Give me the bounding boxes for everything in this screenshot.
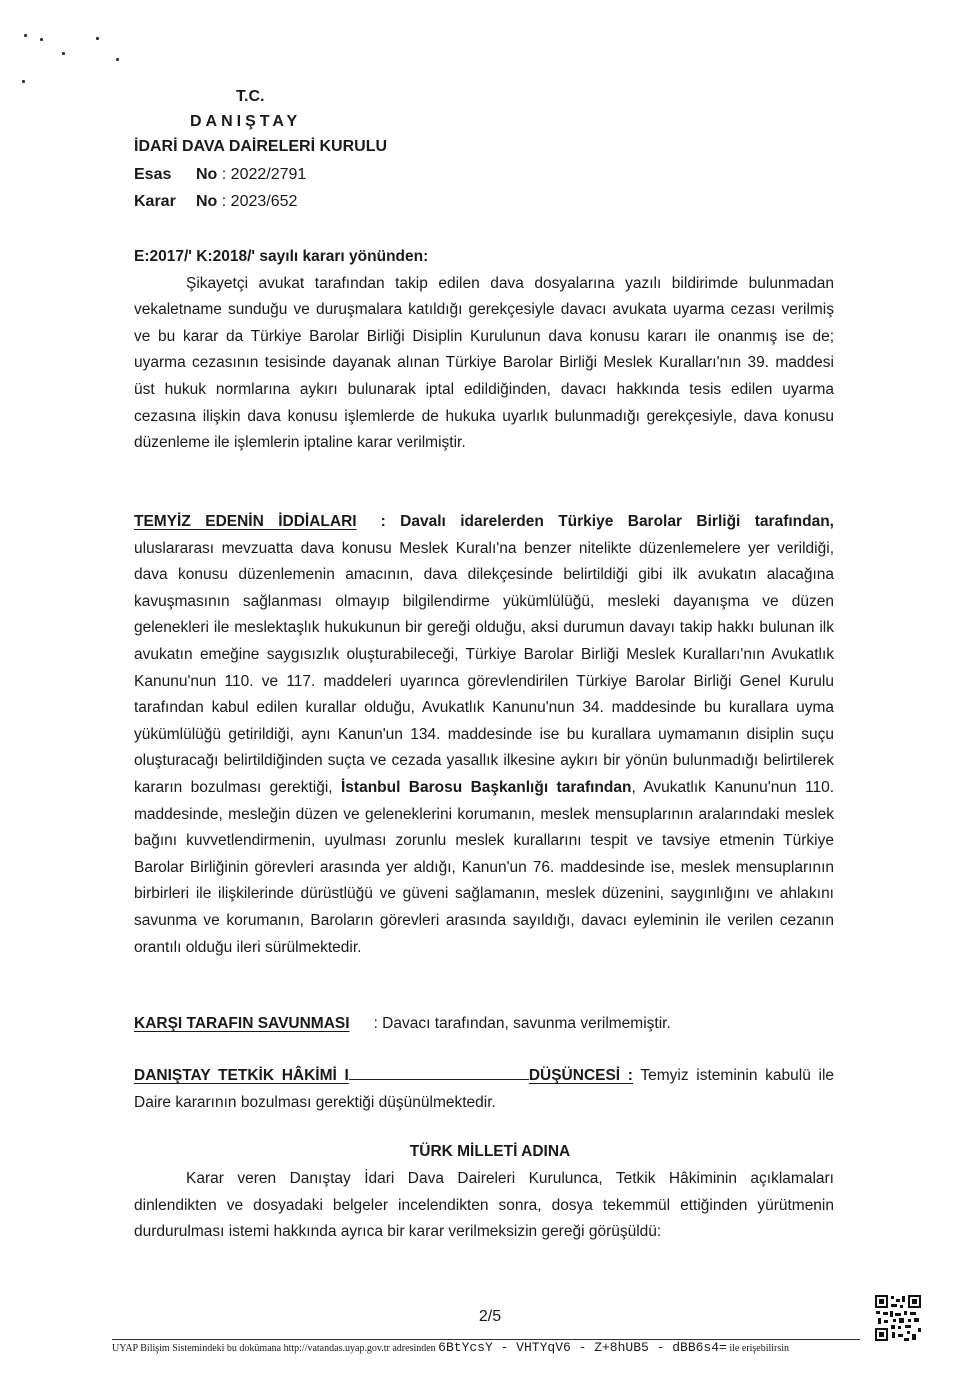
page-number: 2/5 <box>478 1308 502 1325</box>
milleti-adina-section <box>134 1166 834 1246</box>
board-heading: İDARİ DAVA DAİRELERİ KURULU <box>134 138 388 155</box>
karsi-taraf-section <box>134 1011 834 1038</box>
ek-karar-text-block <box>134 271 834 457</box>
footer-suffix: ile erişebilirsin <box>729 1343 790 1354</box>
karar-no-label: No <box>196 193 218 210</box>
karsi-heading: KARŞI TARAFIN SAVUNMASI <box>134 1015 350 1032</box>
karar-value: : 2023/652 <box>221 193 298 210</box>
temyiz-text2: , Avukatlık Kanunu'nun 110. maddesinde, mesleğin düzen ve geleneklerini korumanın, meslek mensuplarının aralarındaki meslek bağını kuvvetlendirmenin, uyulması zorunlu meslek kurallarını tespit ve tavsiye etmenin Türkiye Barolar Birliğinin görevleri arasında yer aldığı, Kanun'un 76. maddesinde ise, meslek mensuplarının birbirleri ile ilişkilerinde dürüstlüğü ve güveni sağlamanın, meslek düzenini, saygınlığını ve ahlakını savunma ve korumanın, Baroların görevleri arasında sayıldığı, davacı eyleminin ile verilen cezanın orantılı olduğu ileri sürülmektedir. <box>134 778 834 956</box>
qr-code-icon <box>874 1294 922 1342</box>
uyap-footer <box>112 1340 872 1355</box>
ek-karar-text: Şikayetçi avukat tarafından takip edilen dava dosyalarına yazılı bildirimde bulunmadan vekaletname sunduğu ve duruşmalara katıldığı gerekçesiyle davacı avukata uyarma cezası verilmiş ve bu karar da Türkiye Barolar Birliği Disiplin Kurulunun dava konusu kararı ile onanmış ise de; uyarma cezasının tesisinde dayanak alınan Türkiye Barolar Birliği Meslek Kuralları'nın 39. maddesi üst hukuk normlarına aykırı bulunarak iptal edildiğinden, davacı hakkında tesis edilen uyarma cezasına ilişkin dava konusu işlemlerde de hukuka uyarlık bulunmadığı gerekçesiyle, dava konusu düzenleme ile işlemlerin iptaline karar verilmiştir. <box>134 274 834 452</box>
tetkik-hakimi-section <box>134 1063 834 1116</box>
esas-row <box>134 166 306 184</box>
karsi-text: : Davacı tarafından, savunma verilmemiştir. <box>373 1015 671 1032</box>
karar-label: Karar <box>134 193 176 210</box>
ek-karar-section <box>134 244 834 457</box>
temyiz-heading: TEMYİZ EDENİN İDDİALARI <box>134 513 357 530</box>
temyiz-party1: : Davalı idarelerden Türkiye Barolar Birliği tarafından, <box>380 513 834 530</box>
court-heading: DANIŞTAY <box>190 113 302 130</box>
tetkik-heading: DANIŞTAY TETKİK HÂKİMİ I <box>134 1067 349 1084</box>
esas-value: : 2022/2791 <box>221 166 307 183</box>
karar-row <box>134 193 297 211</box>
temyiz-section <box>134 509 834 961</box>
tetkik-text: Temyiz isteminin kabulü ile Daire kararının bozulması gerektiği düşünülmektedir. <box>134 1067 835 1111</box>
esas-label: Esas <box>134 166 172 183</box>
esas-no-label: No <box>196 166 218 183</box>
temyiz-text1: uluslararası mevzuatta dava konusu Meslek Kuralı'na benzer nitelikte düzenlemelere yer verildiği, dava konusu düzenlemenin amacının, dava dilekçesinde belirtildiği gibi ilk avukatın alacağına kavuşmasının sağlanması olmayıp bilgilendirme yükümlülüğü, mesleki dayanışma ve düzen gelenekleri ile meslektaşlık hukukunun bir gereği olduğu, aksi durumun davayı takip hakkı bulunan ilk avukatın emeğine saygısızlık oluşturabileceği, Türkiye Barolar Birliği Meslek Kuralları'nın Avukatlık Kanunu'nun 110. ve 117. maddeleri uyarınca görevlendirilen Türkiye Barolar Birliği Genel Kurulu tarafından kabul edilen kurallar olduğu, Avukatlık Kanunu'nun 34. maddesinde bu kurallara uyma yükümlülüğü getirildiği, aynı Kanun'un 134. maddesinde ise bu kurallara uymamanın disiplin suçu oluşturacağı belirtildiğinden suçta ve cezada yasallık ilkesine aykırı bir yönün bulunmadığı belirtilerek kararın bozulması gerektiği, <box>134 539 834 796</box>
temyiz-party2: İstanbul Barosu Başkanlığı tarafından <box>340 778 632 796</box>
ek-karar-heading: E:2017/' K:2018/' sayılı kararı yönünden: <box>134 248 429 265</box>
footer-verification-code: 6BtYcsY - VHTYqV6 - Z+8hUB5 - dBB6s4= <box>438 1340 727 1355</box>
tc-heading: T.C. <box>236 88 265 105</box>
dusuncesi-heading: DÜŞÜNCESİ : <box>528 1067 633 1084</box>
footer-prefix: UYAP Bilişim Sistemindeki bu dokümana http://vatandas.uyap.gov.tr adresinden <box>112 1343 436 1354</box>
milleti-adina-title: TÜRK MİLLETİ ADINA <box>409 1143 571 1160</box>
milleti-adina-text: Karar veren Danıştay İdari Dava Daireleri Kurulunca, Tetkik Hâkiminin açıklamaları dinlendikten ve dosyadaki belgeler incelendikten sonra, dosya tekemmül ettiğinden yürütmenin durdurulması istemi hakkında ayrıca bir karar verilmeksizin gereği görüşüldü: <box>134 1170 834 1241</box>
